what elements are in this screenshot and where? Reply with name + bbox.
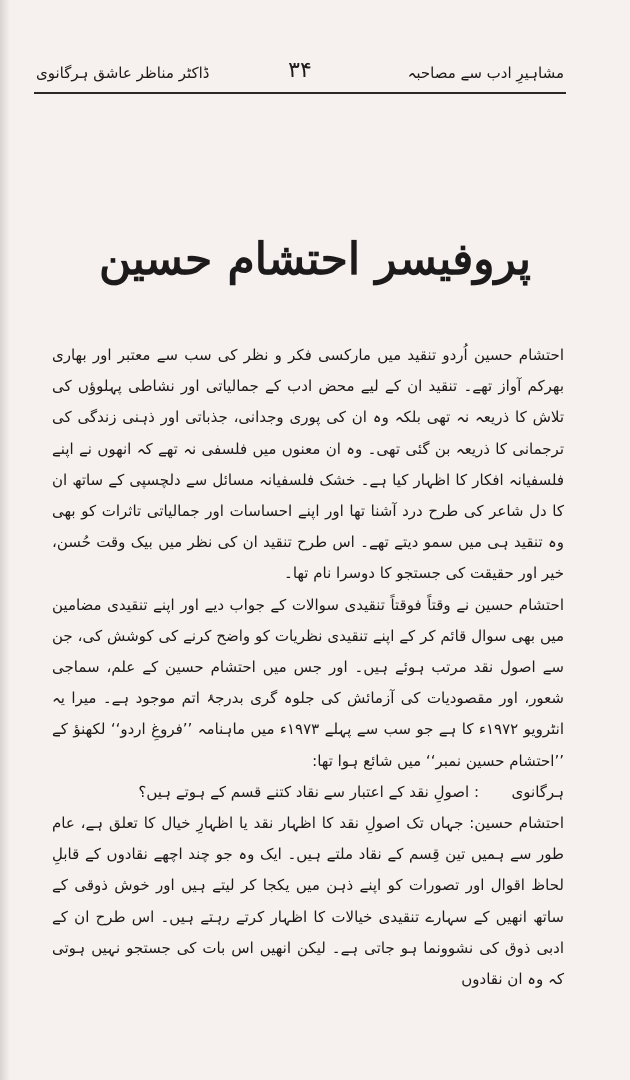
- interview-question: [52, 777, 564, 808]
- question-speaker: ہرگانوی: [511, 782, 564, 801]
- context-paragraph: احتشام حسین نے وقتاً فوقتاً تنقیدی سوالات کے جواب دیے اور اپنے تنقیدی مضامین میں بھی سوال قائم کر کے اپنے تنقیدی نظریات کو واضح کرنے کی کوشش کی، جن سے اصول نقد مرتب ہوئے ہیں۔ اور جس میں احتشام حسین کے علم، سماجی شعور، اور مقصودیات کی آزمائش کی جلوہ گری بدرجۂ اتم موجود ہے۔ میرا یہ انٹرویو ۱۹۷۲ء کا ہے جو سب سے پہلے ۱۹۷۳ء میں ماہنامہ ’’فروغِ اردو‘‘ لکھنؤ کے ’’احتشام حسین نمبر‘‘ میں شائع ہوا تھا:: [52, 595, 564, 770]
- header-rule: [34, 92, 566, 94]
- intro-paragraph: احتشام حسین اُردو تنقید میں مارکسی فکر و نظر کی سب سے معتبر اور بھاری بھرکم آواز تھے۔ تنقید ان کے لیے محض ادب کے جمالیاتی اور نشاطی پہلوؤں کی تلاش کا ذریعہ نہ تھی بلکہ وہ ان کی پوری وجدانی، جذباتی اور ذہنی زندگی کی ترجمانی کا ذریعہ بن گئی تھی۔ وہ ان معنوں میں فلسفی نہ تھے کہ انھوں نے اپنے فلسفیانہ افکار کا اظہار کیا ہے۔ خشک فلسفیانہ مسائل سے دلچسپی کے ساتھ ان کا دل شاعر کی طرح درد آشنا تھا اور اپنے احساسات اور جمالیاتی تاثرات کو بھی وہ تنقید ہی میں سمو دیتے تھے۔ اس طرح تنقید ان کی نظر میں بیک وقت حُسن، خیر اور حقیقت کی جستجو کا دوسرا نام تھا۔: [52, 346, 564, 583]
- answer-speaker: احتشام حسین: [474, 814, 564, 833]
- answer-text: : جہاں تک اصولِ نقد کا اظہار نقد یا اظہارِ خیال کا تعلق ہے، عام طور سے ہمیں تین قِسم کے نقاد ملتے ہیں۔ ایک وہ جو چند اچھے نقادوں کے قابلِ لحاظ اقوال اور تصورات کو اپنے ذہن میں یکجا کر لیتے ہیں اور خوش ذوقی کے ساتھ انھیں کے سہارے تنقیدی خیالات کا اظہار کرتے رہتے ہیں۔ اس طرح ان کے ادبی ذوق کی نشوونما ہو جاتی ہے۔ لیکن انھیں اس بات کی جستجو نہیں ہوتی کہ وہ ان نقادوں: [52, 814, 564, 989]
- interview-answer: [52, 808, 564, 995]
- page-number: ۳۴: [288, 58, 312, 83]
- article-body: [52, 340, 564, 1030]
- chapter-title: پروفیسر احتشام حسین: [98, 234, 532, 285]
- question-text: : اصولِ نقد کے اعتبار سے نقاد کتنے قسم کے ہوتے ہیں؟: [138, 782, 479, 801]
- book-title: مشاہیرِ ادب سے مصاحبہ: [407, 64, 564, 82]
- running-header: [36, 58, 564, 88]
- author-name: ڈاکٹر مناظر عاشق ہرگانوی: [36, 64, 210, 82]
